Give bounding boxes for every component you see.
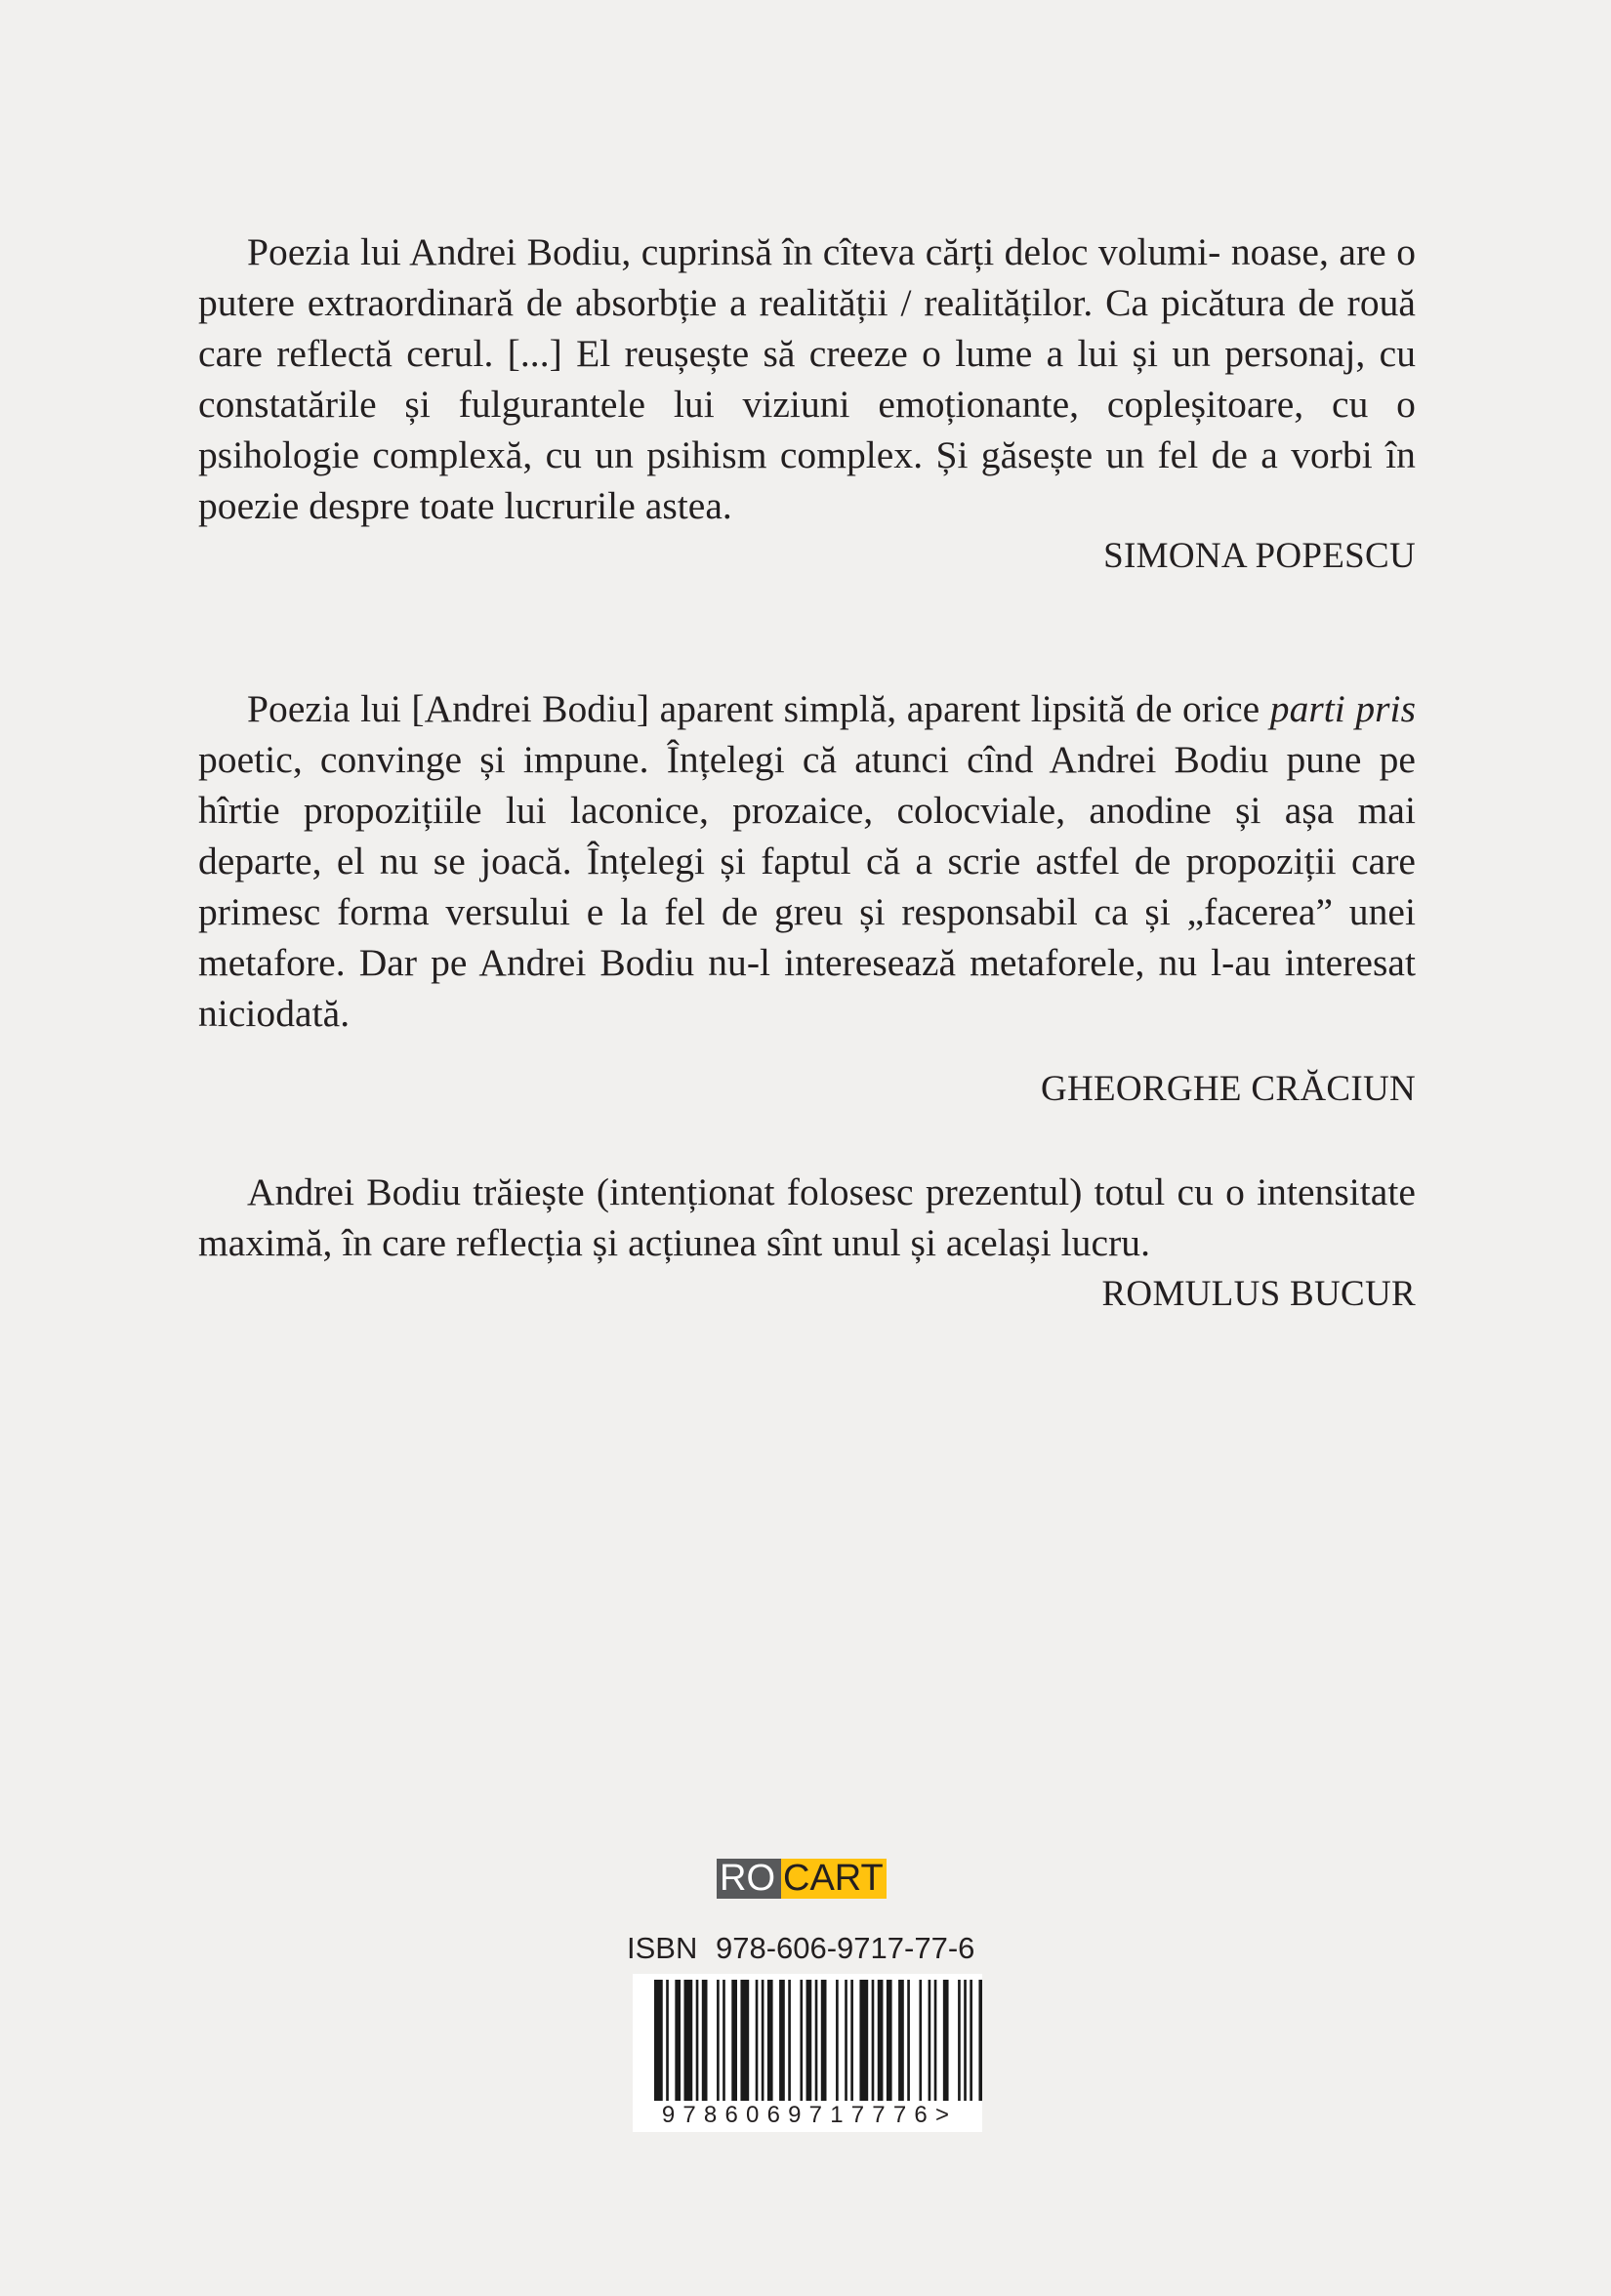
quote-block-1 [198, 226, 1416, 580]
quote-1-text [198, 226, 1416, 531]
quote-2-author: GHEORGHE CRĂCIUN [1040, 1069, 1416, 1109]
barcode-bar [800, 1980, 803, 2101]
quote-3-text: Andrei Bodiu trăiește (intenționat folosesc prezentul) totul cu o intensitate maximă, în care reflecția și acțiunea sînt unul și același lucru. [198, 1170, 1416, 1264]
barcode-bar [717, 1980, 720, 2101]
barcode-bar [806, 1980, 812, 2101]
barcode-bar [702, 1980, 708, 2101]
barcode-bar [898, 1980, 904, 2101]
barcode-bar [887, 1980, 892, 2101]
quote-1-line: emoționante, copleșitoare, cu o psihologie complexă, cu un psihism [198, 383, 1416, 476]
publisher-logo-cart: CART [781, 1859, 887, 1899]
barcode-bar [767, 1980, 773, 2101]
publisher-logo [717, 1859, 887, 1899]
barcode-bar [779, 1980, 785, 2101]
barcode-bar [788, 1980, 791, 2101]
barcode-digits: 9786069717776> [661, 2102, 958, 2128]
barcode-bar [723, 1980, 725, 2101]
barcode-bar [666, 1980, 669, 2101]
barcode-bar [964, 1980, 967, 2101]
barcode-bar [850, 1980, 853, 2101]
barcode-bar [958, 1980, 961, 2101]
barcode-bar [756, 1980, 759, 2101]
barcode-bar [978, 1980, 982, 2101]
quote-1-line: lume a lui și un personaj, cu constatările și fulgurantele lui viziuni [198, 332, 1416, 426]
barcode-bar [878, 1980, 884, 2101]
quote-1-author: SIMONA POPESCU [1103, 536, 1416, 576]
barcode-bar [654, 1980, 663, 2101]
barcode-bar [815, 1980, 818, 2101]
quote-2-intro: Poezia lui [Andrei Bodiu] aparent simplă, aparent lipsită de orice [247, 687, 1260, 730]
barcode [633, 1974, 982, 2132]
barcode-bar [970, 1980, 972, 2101]
barcode-bar [845, 1980, 847, 2101]
barcode-bar [740, 1980, 749, 2101]
barcode-bar [934, 1980, 937, 2101]
quote-2-rest: poetic, convinge și impune. Înțelegi că atunci cînd Andrei Bodiu pune pe hîrtie propozițiile lui laconice, prozaice, colocviale, anodine și așa mai departe, el nu se joacă. Înțelegi și faptul că a scrie astfel de propoziții care primesc forma versului e la fel de greu și responsabil ca și „facerea” unei metafore. Dar pe Andrei Bodiu nu-l interesează metaforele, nu l-au interesat niciodată. [198, 738, 1416, 1035]
quote-block-3 [198, 1167, 1416, 1318]
barcode-bar [859, 1980, 868, 2101]
quote-2-text [198, 683, 1416, 1039]
barcode-bar [907, 1980, 910, 2101]
quote-3-author: ROMULUS BUCUR [1101, 1274, 1416, 1314]
quote-1-line: Poezia lui Andrei Bodiu, cuprinsă în cîteva cărți deloc volumi- [247, 230, 1221, 273]
barcode-bar [929, 1980, 931, 2101]
barcode-bar [684, 1980, 693, 2101]
quote-1-line: noase, are o putere extraordinară de absorbție a realității / realităților. [198, 230, 1416, 324]
barcode-bar [919, 1980, 922, 2101]
quote-1-line: astea. [644, 484, 732, 527]
quote-block-2 [198, 683, 1416, 1113]
barcode-bar [762, 1980, 764, 2101]
barcode-bar [731, 1980, 737, 2101]
isbn-label: ISBN 978-606-9717-77-6 [627, 1931, 975, 1965]
quote-1-line: complex. Și găsește un fel de a vorbi în poezie despre toate lucrurile [198, 433, 1416, 527]
barcode-bar [836, 1980, 839, 2101]
quote-2-italic: parti pris [1269, 687, 1416, 730]
barcode-bar [821, 1980, 827, 2101]
barcode-bar [675, 1980, 681, 2101]
barcode-bar [943, 1980, 949, 2101]
barcode-bar [696, 1980, 699, 2101]
quote-1-line: Ca picătura de rouă care reflectă cerul. [...] El reușește să creeze o [198, 281, 1417, 375]
barcode-bar [872, 1980, 875, 2101]
barcode-bars [633, 1974, 982, 2101]
publisher-logo-ro: RO [717, 1859, 781, 1899]
